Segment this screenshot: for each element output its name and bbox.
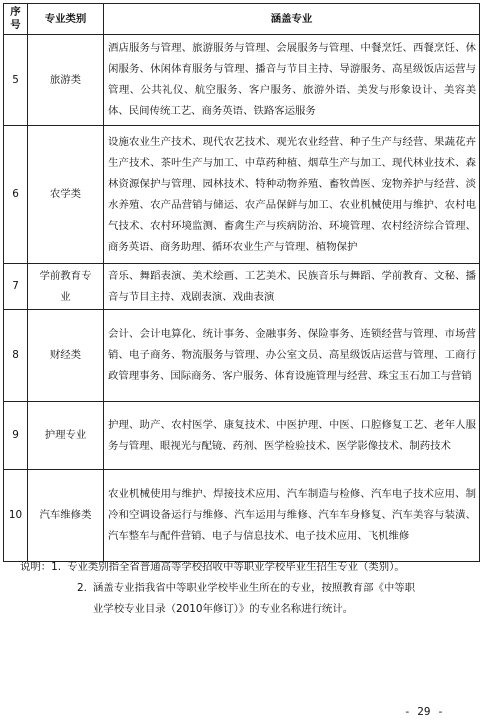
header-category: 专业类别 (28, 4, 104, 35)
major-table (3, 3, 480, 562)
table-row (4, 264, 480, 310)
row-coverage: 农业机械使用与维护、焊接技术应用、汽车制造与检修、汽车电子技术应用、制冷和空调设备运行与维修、汽车运用与维修、汽车车身修复、汽车美容与装潢、汽车整车与配件营销、电子与信息技术、电子技术应用、飞机维修 (104, 470, 480, 562)
row-coverage: 护理、助产、农村医学、康复技术、中医护理、中医、口腔修复工艺、老年人服务与管理、眼视光与配镜、药剂、医学检验技术、医学影像技术、制药技术 (104, 402, 480, 470)
row-category: 农学类 (28, 126, 104, 264)
note-number: 2. (77, 582, 87, 594)
header-seq: 序号 (4, 4, 28, 35)
row-seq: 10 (4, 470, 28, 562)
table-row (4, 402, 480, 470)
header-coverage: 涵盖专业 (104, 4, 480, 35)
note-item (20, 557, 470, 578)
note-number: 1. (51, 561, 62, 573)
table-row (4, 470, 480, 562)
table-row (4, 126, 480, 264)
row-category: 财经类 (28, 310, 104, 402)
row-seq: 8 (4, 310, 28, 402)
row-seq: 5 (4, 35, 28, 126)
table-row (4, 35, 480, 126)
row-coverage: 设施农业生产技术、现代农艺技术、观光农业经营、种子生产与经营、果蔬花卉生产技术、茶叶生产与加工、中草药种植、烟草生产与加工、现代林业技术、森林资源保护与管理、园林技术、特种动物养殖、畜牧兽医、宠物养护与经营、淡水养殖、农产品营销与储运、农产品保鲜与加工、农业机械使用与维护、农村电气技术、农村环境监测、畜禽生产与疾病防治、环境管理、农村经济综合管理、商务英语、商务助理、循环农业生产与管理、植物保护 (104, 126, 480, 264)
row-coverage: 酒店服务与管理、旅游服务与管理、会展服务与管理、中餐烹饪、西餐烹饪、休闲服务、休闲体育服务与管理、播音与节目主持、导游服务、高星级饭店运营与管理、公共礼仪、航空服务、客户服务、旅游外语、美发与形象设计、美容美体、民间传统工艺、商务英语、铁路客运服务 (104, 35, 480, 126)
row-category: 旅游类 (28, 35, 104, 126)
table-row (4, 310, 480, 402)
row-seq: 9 (4, 402, 28, 470)
row-category: 汽车维修类 (28, 470, 104, 562)
row-category: 学前教育专业 (28, 264, 104, 310)
note-text: 专业类别指全省普通高等学校招收中等职业学校毕业生招生专业（类别）。 (67, 561, 405, 573)
row-category: 护理专业 (28, 402, 104, 470)
table-header-row (4, 4, 480, 35)
row-coverage: 音乐、舞蹈表演、美术绘画、工艺美术、民族音乐与舞蹈、学前教育、文秘、播音与节目主持、戏剧表演、戏曲表演 (104, 264, 480, 310)
page-number: - 29 - (404, 705, 444, 718)
row-seq: 7 (4, 264, 28, 310)
note-text: 涵盖专业指我省中等职业学校毕业生所在的专业，按照教育部《中等职业学校专业目录（2010年修订）》的专业名称进行统计。 (92, 582, 416, 615)
note-item (20, 578, 470, 620)
notes-label: 说明： (20, 561, 52, 573)
row-seq: 6 (4, 126, 28, 264)
notes-section (20, 557, 470, 620)
row-coverage: 会计、会计电算化、统计事务、金融事务、保险事务、连锁经营与管理、市场营销、电子商务、物流服务与管理、办公室文员、高星级饭店运营与管理、工商行政管理事务、国际商务、客户服务、体育设施管理与经营、珠宝玉石加工与营销 (104, 310, 480, 402)
